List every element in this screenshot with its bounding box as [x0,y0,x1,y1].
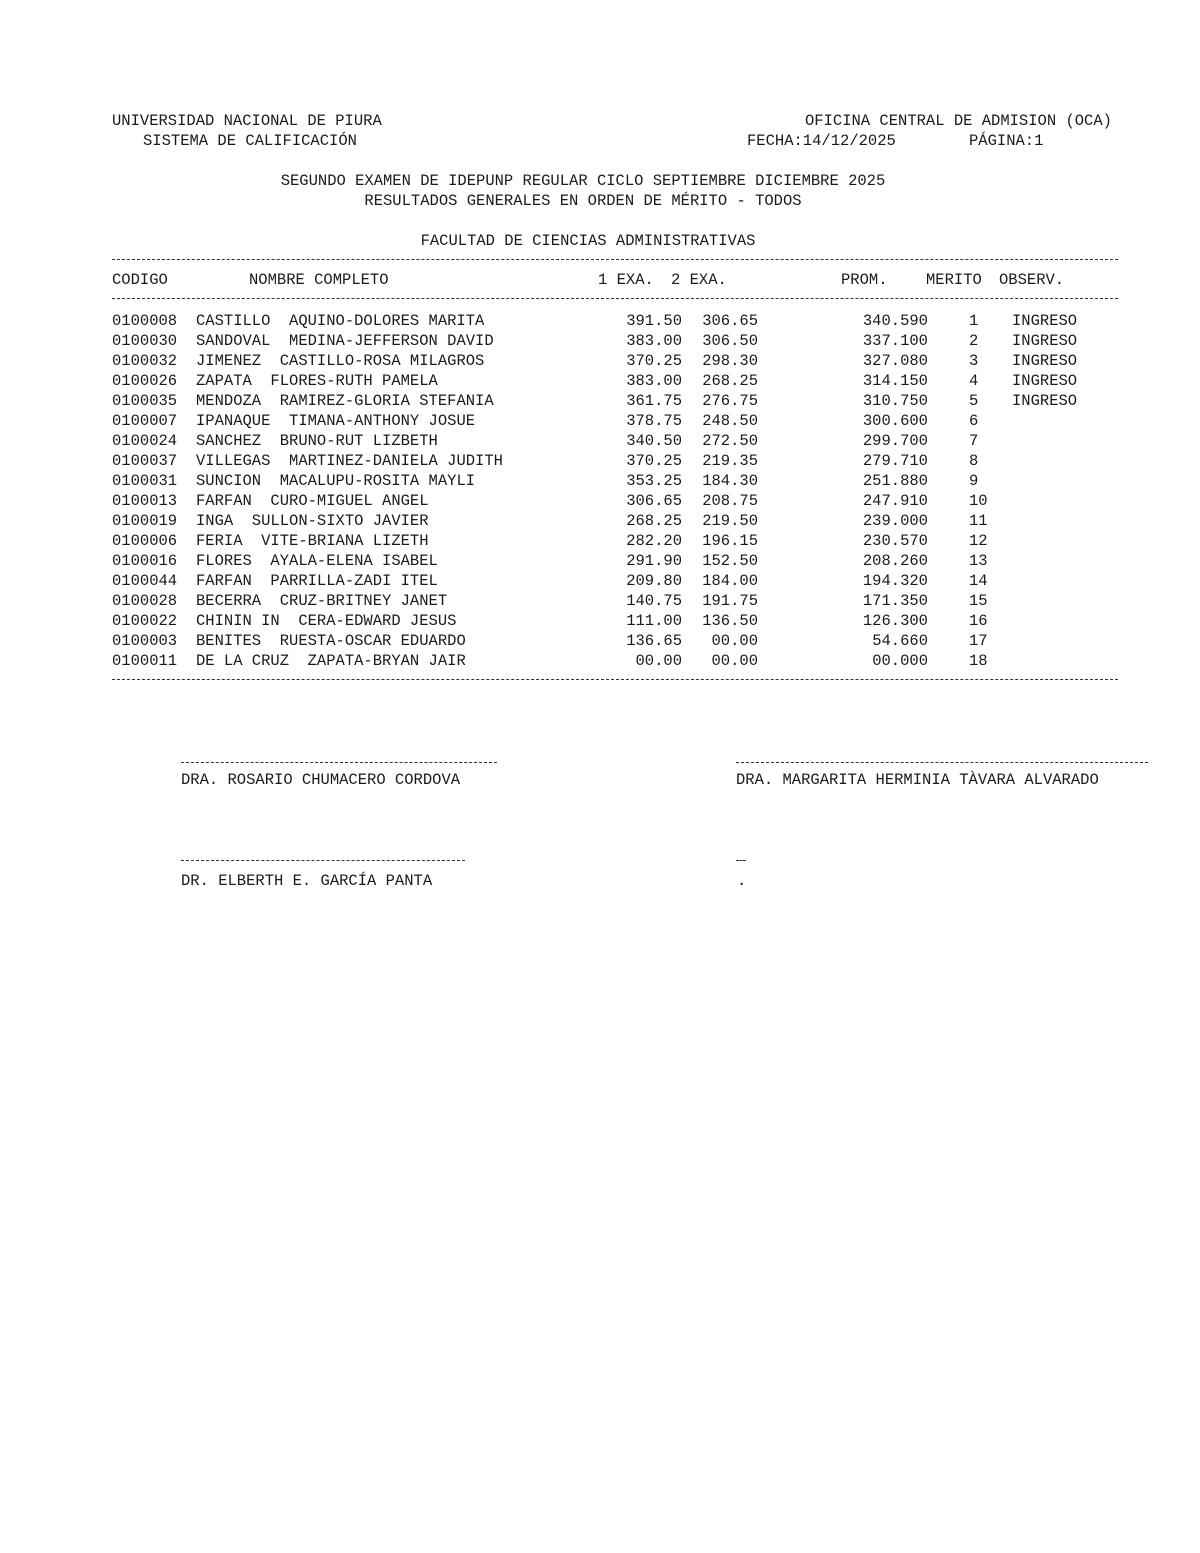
cell-code: 0100019 [112,512,178,530]
cell-exam2: 276.75 [702,392,758,410]
results-title: RESULTADOS GENERALES EN ORDEN DE MÉRITO - TODOS [364,192,802,210]
cell-merit: 10 [969,492,988,510]
cell-name: FLORES AYALA-ELENA ISABEL [196,552,438,570]
cell-exam2: 306.65 [702,312,758,330]
cell-merit: 18 [969,652,988,670]
cell-avg: 247.910 [862,492,928,510]
cell-exam1: 383.00 [626,372,682,390]
cell-merit: 13 [969,552,988,570]
cell-name: SANDOVAL MEDINA-JEFFERSON DAVID [196,332,494,350]
cell-name: BECERRA CRUZ-BRITNEY JANET [196,592,448,610]
cell-merit: 3 [969,352,979,370]
cell-code: 0100030 [112,332,178,350]
cell-exam1: 282.20 [626,532,682,550]
cell-merit: 2 [969,332,979,350]
cell-avg: 314.150 [862,372,928,390]
cell-exam2: 196.15 [702,532,758,550]
cell-code: 0100026 [112,372,178,390]
cell-exam2: 268.25 [702,372,758,390]
cell-exam1: 378.75 [626,412,682,430]
cell-avg: 300.600 [862,412,928,430]
cell-merit: 14 [969,572,988,590]
cell-avg: 310.750 [862,392,928,410]
cell-exam2: 191.75 [702,592,758,610]
signature-name-1: DRA. ROSARIO CHUMACERO CORDOVA [181,771,461,789]
cell-obs: INGRESO [1012,312,1078,330]
cell-code: 0100032 [112,352,178,370]
cell-avg: 239.000 [862,512,928,530]
cell-name: SUNCION MACALUPU-ROSITA MAYLI [196,472,476,490]
university-name: UNIVERSIDAD NACIONAL DE PIURA [112,112,382,130]
cell-merit: 9 [969,472,979,490]
cell-merit: 6 [969,412,979,430]
cell-avg: 54.660 [872,632,928,650]
cell-code: 0100037 [112,452,178,470]
col-avg: PROM. [841,271,888,289]
cell-code: 0100044 [112,572,178,590]
cell-code: 0100007 [112,412,178,430]
signature-line-1 [181,762,497,763]
cell-code: 0100028 [112,592,178,610]
signature-name-3: DR. ELBERTH E. GARCÍA PANTA [181,872,433,890]
cell-exam2: 272.50 [702,432,758,450]
cell-merit: 7 [969,432,979,450]
cell-avg: 194.320 [862,572,928,590]
cell-exam2: 184.30 [702,472,758,490]
cell-exam1: 353.25 [626,472,682,490]
cell-merit: 15 [969,592,988,610]
header-top-rule [112,259,1118,260]
cell-name: CHININ IN CERA-EDWARD JESUS [196,612,457,630]
col-obs: OBSERV. [999,271,1065,289]
cell-merit: 12 [969,532,988,550]
cell-exam1: 291.90 [626,552,682,570]
cell-name: VILLEGAS MARTINEZ-DANIELA JUDITH [196,452,503,470]
exam-title: SEGUNDO EXAMEN DE IDEPUNP REGULAR CICLO SEPTIEMBRE DICIEMBRE 2025 [280,172,886,190]
cell-merit: 17 [969,632,988,650]
cell-exam2: 248.50 [702,412,758,430]
cell-name: JIMENEZ CASTILLO-ROSA MILAGROS [196,352,485,370]
cell-avg: 126.300 [862,612,928,630]
cell-merit: 1 [969,312,979,330]
cell-exam2: 00.00 [711,652,758,670]
table-bottom-rule [112,679,1118,680]
cell-exam2: 219.50 [702,512,758,530]
cell-exam2: 00.00 [711,632,758,650]
cell-obs: INGRESO [1012,372,1078,390]
col-exam1: 1 EXA. [598,271,654,289]
cell-exam2: 136.50 [702,612,758,630]
header-bottom-rule [112,298,1118,299]
cell-exam1: 361.75 [626,392,682,410]
signature-line-3 [181,860,465,861]
cell-code: 0100011 [112,652,178,670]
cell-exam1: 209.80 [626,572,682,590]
report-date: FECHA:14/12/2025 [747,132,896,150]
cell-avg: 208.260 [862,552,928,570]
faculty-title: FACULTAD DE CIENCIAS ADMINISTRATIVAS [420,232,756,250]
cell-obs: INGRESO [1012,392,1078,410]
cell-avg: 251.880 [862,472,928,490]
cell-merit: 11 [969,512,988,530]
cell-exam2: 152.50 [702,552,758,570]
cell-code: 0100016 [112,552,178,570]
cell-exam1: 383.00 [626,332,682,350]
cell-code: 0100003 [112,632,178,650]
cell-exam2: 298.30 [702,352,758,370]
cell-avg: 00.000 [872,652,928,670]
cell-name: CASTILLO AQUINO-DOLORES MARITA [196,312,485,330]
cell-avg: 337.100 [862,332,928,350]
signature-line-2 [736,762,1148,763]
col-merit: MERITO [926,271,982,289]
cell-exam1: 340.50 [626,432,682,450]
cell-code: 0100035 [112,392,178,410]
system-name: SISTEMA DE CALIFICACIÓN [143,132,357,150]
cell-name: INGA SULLON-SIXTO JAVIER [196,512,429,530]
cell-code: 0100013 [112,492,178,510]
cell-exam2: 208.75 [702,492,758,510]
cell-merit: 4 [969,372,979,390]
cell-avg: 327.080 [862,352,928,370]
cell-exam1: 111.00 [626,612,682,630]
cell-avg: 230.570 [862,532,928,550]
cell-exam1: 391.50 [626,312,682,330]
cell-merit: 8 [969,452,979,470]
cell-code: 0100006 [112,532,178,550]
cell-name: BENITES RUESTA-OSCAR EDUARDO [196,632,466,650]
cell-exam1: 370.25 [626,452,682,470]
cell-obs: INGRESO [1012,332,1078,350]
cell-avg: 299.700 [862,432,928,450]
col-code: CODIGO [112,271,168,289]
cell-avg: 171.350 [862,592,928,610]
cell-exam2: 219.35 [702,452,758,470]
office-name: OFICINA CENTRAL DE ADMISION (OCA) [805,112,1112,130]
cell-exam1: 268.25 [626,512,682,530]
col-exam2: 2 EXA. [671,271,727,289]
signature-line-4 [736,860,746,861]
cell-obs: INGRESO [1012,352,1078,370]
cell-merit: 5 [969,392,979,410]
cell-code: 0100008 [112,312,178,330]
signature-name-2: DRA. MARGARITA HERMINIA TÀVARA ALVARADO [736,771,1099,789]
cell-code: 0100022 [112,612,178,630]
cell-avg: 279.710 [862,452,928,470]
cell-name: ZAPATA FLORES-RUTH PAMELA [196,372,438,390]
col-name: NOMBRE COMPLETO [249,271,389,289]
cell-exam1: 306.65 [626,492,682,510]
cell-exam1: 370.25 [626,352,682,370]
cell-name: DE LA CRUZ ZAPATA-BRYAN JAIR [196,652,466,670]
page-number: PÁGINA:1 [969,132,1044,150]
cell-merit: 16 [969,612,988,630]
cell-name: MENDOZA RAMIREZ-GLORIA STEFANIA [196,392,494,410]
cell-name: FARFAN CURO-MIGUEL ANGEL [196,492,429,510]
signature-name-4: . [737,872,747,890]
cell-name: FERIA VITE-BRIANA LIZETH [196,532,429,550]
cell-avg: 340.590 [862,312,928,330]
cell-exam1: 00.00 [635,652,682,670]
cell-code: 0100031 [112,472,178,490]
cell-exam2: 184.00 [702,572,758,590]
cell-exam2: 306.50 [702,332,758,350]
cell-code: 0100024 [112,432,178,450]
cell-exam1: 140.75 [626,592,682,610]
cell-exam1: 136.65 [626,632,682,650]
cell-name: SANCHEZ BRUNO-RUT LIZBETH [196,432,438,450]
cell-name: FARFAN PARRILLA-ZADI ITEL [196,572,438,590]
cell-name: IPANAQUE TIMANA-ANTHONY JOSUE [196,412,476,430]
